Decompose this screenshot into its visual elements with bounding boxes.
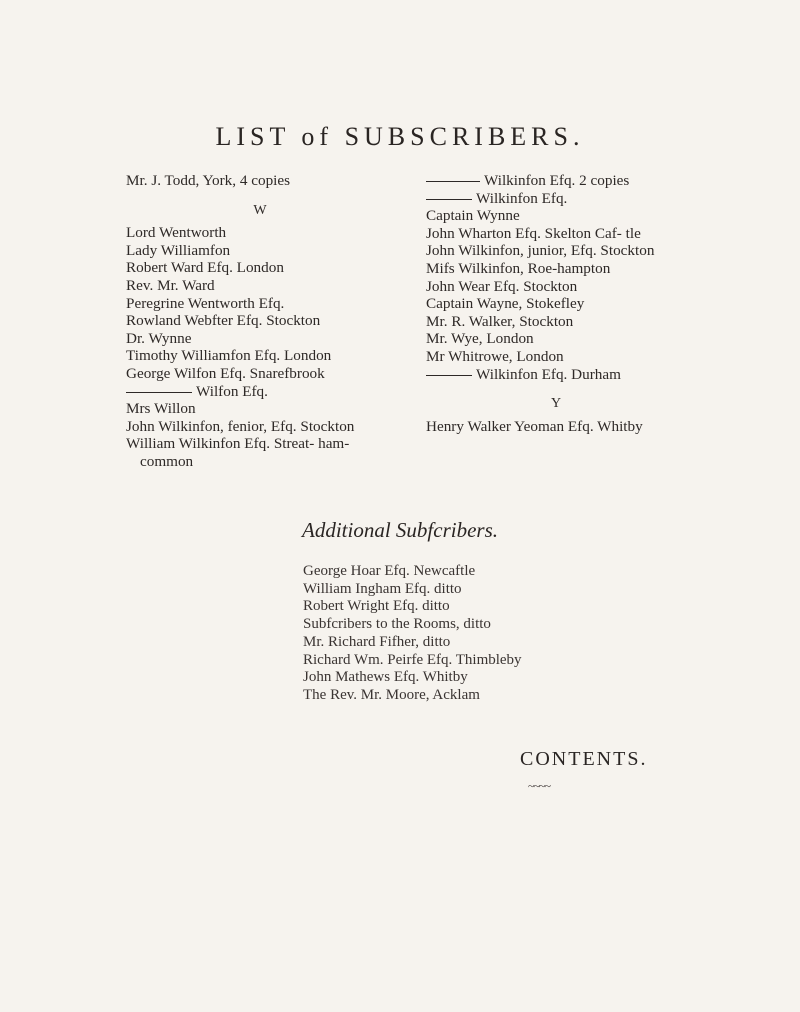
- list-item: Mrs Willon: [126, 400, 196, 418]
- subscribers-column-right: [426, 172, 686, 435]
- ditto-dash: [426, 181, 480, 182]
- list-item: Mr Whitrowe, London: [426, 347, 564, 365]
- list-item: Mr. R. Walker, Stockton: [426, 312, 574, 330]
- list-item: Lady Williamfon: [126, 241, 231, 259]
- list-item-text: Wilfon Efq.: [196, 382, 268, 400]
- list-item: John Wilkinfon, junior, Efq. Stockton: [426, 242, 655, 260]
- list-item: John Wear Efq. Stockton: [426, 277, 578, 295]
- additional-subscribers-heading: Additional Subfcribers.: [302, 518, 498, 542]
- list-item-text: Wilkinfon Efq.: [476, 189, 568, 207]
- ditto-dash: [126, 392, 192, 393]
- list-item-ditto: [126, 383, 394, 401]
- section-letter-w: W: [253, 202, 267, 218]
- list-item: John Mathews Efq. Whitby: [303, 669, 468, 686]
- list-item: John Wilkinfon, fenior, Efq. Stockton: [126, 417, 355, 435]
- list-item-ditto: [426, 172, 686, 190]
- list-item: Mr. Richard Fifher, ditto: [303, 633, 451, 650]
- ornament-icon: ~~~~: [528, 779, 550, 793]
- list-item: Robert Ward Efq. London: [126, 259, 284, 277]
- list-item: Timothy Williamfon Efq. London: [126, 347, 332, 365]
- list-item: Dr. Wynne: [126, 329, 192, 347]
- list-item: Mifs Wilkinfon, Roe-hampton: [426, 259, 611, 277]
- list-item: Rev. Mr. Ward: [126, 276, 215, 294]
- list-item-ditto: [426, 190, 686, 208]
- list-item: Mr. J. Todd, York, 4 copies: [126, 172, 291, 189]
- list-item: George Hoar Efq. Newcaftle: [303, 563, 476, 579]
- list-item: George Wilfon Efq. Snarefbrook: [126, 364, 325, 382]
- list-item-ditto: [426, 366, 686, 384]
- page-title: LIST of SUBSCRIBERS.: [215, 122, 585, 151]
- section-letter-y: Y: [550, 396, 562, 412]
- list-item: Lord Wentworth: [126, 224, 227, 242]
- list-item: William Ingham Efq. ditto: [303, 580, 462, 597]
- additional-subscribers-list: [303, 563, 623, 705]
- list-item: Peregrine Wentworth Efq.: [126, 294, 285, 312]
- ditto-dash: [426, 375, 472, 376]
- list-item-text: Wilkinfon Efq. 2 copies: [484, 172, 630, 189]
- list-item: Captain Wayne, Stokefley: [426, 295, 585, 313]
- list-item: Subfcribers to the Rooms, ditto: [303, 616, 491, 633]
- subscribers-column-left: [126, 172, 394, 471]
- list-item: Henry Walker Yeoman Efq. Whitby: [426, 417, 643, 435]
- ditto-dash: [426, 199, 472, 200]
- list-item: The Rev. Mr. Moore, Acklam: [303, 686, 480, 703]
- list-item: Mr. Wye, London: [426, 330, 534, 348]
- list-item-text: Wilkinfon Efq. Durham: [476, 365, 621, 383]
- list-item: John Wharton Efq. Skelton Caf- tle: [426, 224, 641, 242]
- list-item: William Wilkinfon Efq. Streat- ham-common: [126, 435, 350, 470]
- catchword: CONTENTS.: [520, 748, 648, 770]
- list-item: Rowland Webfter Efq. Stockton: [126, 312, 321, 330]
- list-item: Richard Wm. Peirfe Efq. Thimbleby: [303, 651, 522, 668]
- list-item: Robert Wright Efq. ditto: [303, 598, 450, 615]
- list-item: Captain Wynne: [426, 207, 520, 225]
